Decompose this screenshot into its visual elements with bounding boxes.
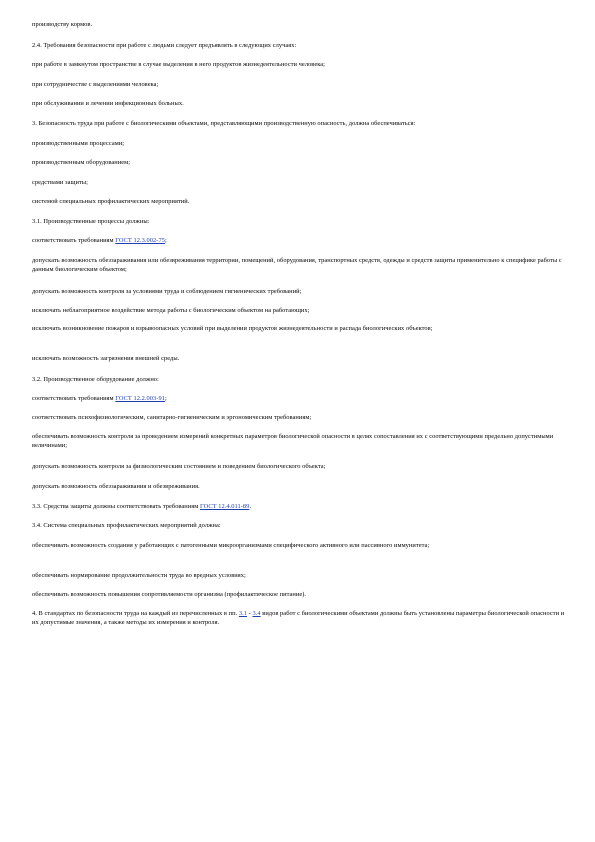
- gost-link[interactable]: ГОСТ 12.4.011-89: [199, 503, 250, 510]
- paragraph: обеспечивать возможность повышения сопротивляемости организма (профилактическое питание).: [32, 591, 307, 598]
- paragraph-text: ;: [164, 395, 167, 402]
- paragraph-text: соответствовать требованиям: [32, 395, 116, 402]
- paragraph: [32, 503, 567, 512]
- paragraph: 3.1. Производственные процессы должны:: [32, 218, 150, 225]
- paragraph: при сотрудничестве с выделениями человека;: [32, 81, 159, 88]
- paragraph: допускать возможность контроля за физиологическим состоянием и поведением биологического объекта;: [32, 463, 326, 470]
- paragraph: производству кормов.: [32, 21, 93, 28]
- paragraph-text: 3.3. Средства защиты должны соответствовать требованиям: [32, 503, 200, 510]
- paragraph: [32, 610, 567, 627]
- paragraph: допускать возможность контроля за условиями труда и соблюдением гигиенических требований;: [32, 288, 302, 295]
- paragraph: обеспечивать возможность контроля за проведением измерений конкретных параметров биологической опасности в целях сопоставления их с соответствующими предельно допустимыми величинами;: [32, 433, 554, 449]
- paragraph: производственным оборудованием;: [32, 159, 131, 166]
- paragraph: обеспечивать возможность создания у работающих с патогенными микроорганизмами специфического активного или пассивного иммунитета;: [32, 542, 430, 549]
- paragraph-text: ;: [164, 237, 167, 244]
- paragraph: соответствовать психофизиологическим, санитарно-гигиеническим и эргономическим требованиям;: [32, 414, 312, 421]
- paragraph-text: видов работ с биологическими объектами должны быть установлены параметры биологической опасности и их допустимые значения, а также методы их измерения и контроля.: [32, 610, 565, 626]
- paragraph: 3.2. Производственное оборудование должно:: [32, 376, 159, 383]
- paragraph-text: .: [249, 503, 252, 510]
- paragraph: 2.4. Требования безопасности при работе с людьми следует предъявлять в следующих случаях:: [32, 42, 297, 49]
- paragraph-text: соответствовать требованиям: [32, 237, 116, 244]
- paragraph: 3.4. Система специальных профилактических мероприятий должна:: [32, 522, 221, 529]
- gost-link[interactable]: ГОСТ 12.2.003-91: [115, 395, 165, 402]
- paragraph: исключать возникновение пожаров и взрывоопасных условий при выделении продуктов жизнедеятельности и распада биологических объектов;: [32, 325, 433, 332]
- paragraph-text: -: [246, 610, 253, 617]
- section-link[interactable]: 3.1: [238, 610, 247, 617]
- section-link[interactable]: 3.4: [252, 610, 261, 617]
- paragraph: исключать неблагоприятное воздействие метода работы с биологическим объектом на работающих;: [32, 307, 310, 314]
- paragraph: 3. Безопасность труда при работе с биологическими объектами, представляющими производственную опасность, должна обеспечиваться:: [32, 120, 416, 127]
- paragraph: допускать возможность обеззараживания или обезвреживания территории, помещений, оборудования, транспортных средств, одежды и средств защиты применительно к специфике работы с данным биологическим объектом;: [32, 257, 562, 273]
- paragraph: [32, 395, 567, 404]
- paragraph: обеспечивать нормирование продолжительности труда во вредных условиях;: [32, 572, 246, 579]
- paragraph: средствами защиты;: [32, 179, 88, 186]
- paragraph: исключать возможность загрязнения внешней среды.: [32, 355, 180, 362]
- paragraph: при работе в замкнутом пространстве в случае выделения в него продуктов жизнедеятельности человека;: [32, 61, 325, 68]
- paragraph: системой специальных профилактических мероприятий.: [32, 198, 190, 205]
- paragraph: допускать возможность обеззараживания и обезвреживания.: [32, 483, 200, 490]
- paragraph: при обслуживании и лечении инфекционных больных.: [32, 100, 184, 107]
- paragraph: [32, 237, 567, 246]
- gost-link[interactable]: ГОСТ 12.3.002-75: [115, 237, 165, 244]
- paragraph: производственными процессами;: [32, 140, 125, 147]
- paragraph-text: 4. В стандартах по безопасности труда на каждый из перечисленных в пп.: [32, 610, 239, 617]
